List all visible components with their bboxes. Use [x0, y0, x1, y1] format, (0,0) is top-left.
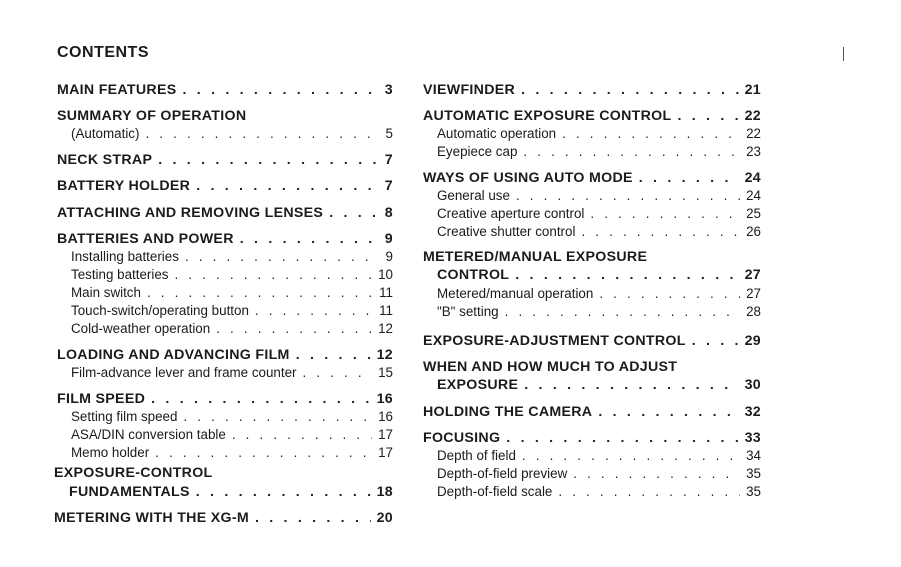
toc-entry: [423, 170, 761, 186]
toc-entry-page: 7: [384, 152, 393, 168]
dot-leader: [522, 448, 740, 463]
dot-leader: [598, 404, 738, 420]
dot-leader: [255, 303, 373, 318]
toc-entry: [57, 231, 393, 247]
toc-entry-label: Testing batteries: [71, 267, 169, 282]
dot-leader: [677, 108, 738, 124]
dot-leader: [183, 82, 379, 98]
toc-entry-label: Installing batteries: [71, 249, 179, 264]
dot-leader: [296, 347, 371, 363]
toc-entry-label: METERED/MANUAL EXPOSURE: [423, 249, 648, 265]
dot-leader: [515, 267, 738, 283]
toc-entry-page: 9: [384, 231, 393, 247]
toc-entry-page: 16: [378, 409, 393, 424]
toc-entry-label: "B" setting: [437, 304, 499, 319]
toc-entry-label: VIEWFINDER: [423, 82, 516, 98]
page-title: CONTENTS: [57, 44, 149, 61]
toc-entry: [423, 484, 761, 499]
dot-leader: [521, 82, 739, 98]
toc-entry: [423, 304, 761, 319]
dot-leader: [692, 333, 739, 349]
dot-leader: [158, 152, 379, 168]
toc-entry-page: 22: [744, 108, 761, 124]
dot-leader: [562, 126, 740, 141]
toc-entry: [423, 267, 761, 283]
toc-entry-label: Eyepiece cap: [437, 144, 518, 159]
toc-entry-page: 30: [744, 377, 761, 393]
toc-entry-label: Creative aperture control: [437, 206, 585, 221]
toc-entry-label: Depth of field: [437, 448, 516, 463]
toc-entry-label: CONTROL: [437, 267, 510, 283]
toc-entry: [423, 108, 761, 124]
toc-entry: [423, 286, 761, 301]
toc-entry: [57, 267, 393, 282]
toc-entry-page: 8: [384, 205, 393, 221]
toc-entry-page: 34: [746, 448, 761, 463]
toc-entry-label: Cold-weather operation: [71, 321, 211, 336]
dot-leader: [151, 391, 370, 407]
toc-entry-label: WHEN AND HOW MUCH TO ADJUST: [423, 359, 678, 375]
dot-leader: [558, 484, 740, 499]
toc-entry-label: ATTACHING AND REMOVING LENSES: [57, 205, 324, 221]
toc-entry: [423, 249, 761, 265]
toc-entry: [423, 448, 761, 463]
toc-entry-label: MAIN FEATURES: [57, 82, 177, 98]
dot-leader: [155, 445, 372, 460]
toc-entry-label: Setting film speed: [71, 409, 178, 424]
dot-leader: [329, 205, 379, 221]
toc-entry: [423, 144, 761, 159]
toc-entry: [57, 321, 393, 336]
toc-entry-page: 24: [746, 188, 761, 203]
toc-entry: [423, 466, 761, 481]
toc-entry-label: Main switch: [71, 285, 141, 300]
dot-leader: [505, 304, 740, 319]
toc-entry-page: 24: [744, 170, 761, 186]
margin-mark: [843, 47, 844, 61]
toc-entry: [423, 126, 761, 141]
toc-entry: [57, 82, 393, 98]
toc-entry-page: 9: [385, 249, 393, 264]
dot-leader: [240, 231, 379, 247]
dot-leader: [145, 126, 379, 141]
toc-entry-label: Touch-switch/operating button: [71, 303, 249, 318]
dot-leader: [147, 285, 373, 300]
toc-entry: [423, 377, 761, 393]
toc-entry-label: FUNDAMENTALS: [69, 484, 190, 500]
dot-leader: [573, 466, 740, 481]
toc-entry-page: 35: [746, 484, 761, 499]
dot-leader: [196, 484, 371, 500]
toc-entry-label: METERING WITH THE XG-M: [54, 510, 249, 526]
toc-entry-label: Metered/manual operation: [437, 286, 594, 301]
toc-entry: [57, 484, 393, 500]
toc-entry-page: 16: [376, 391, 393, 407]
dot-leader: [175, 267, 373, 282]
toc-entry-page: 10: [378, 267, 393, 282]
toc-entry-label: BATTERY HOLDER: [57, 178, 191, 194]
toc-entry-label: SUMMARY OF OPERATION: [57, 108, 247, 124]
toc-entry: [57, 126, 393, 141]
dot-leader: [599, 286, 740, 301]
dot-leader: [183, 409, 372, 424]
toc-entry: [57, 205, 393, 221]
toc-entry-page: 7: [384, 178, 393, 194]
toc-entry-page: 27: [744, 267, 761, 283]
toc-entry: [57, 391, 393, 407]
toc-entry-page: 3: [384, 82, 393, 98]
toc-entry-page: 26: [746, 224, 761, 239]
toc-entry-label: WAYS OF USING AUTO MODE: [423, 170, 633, 186]
dot-leader: [196, 178, 379, 194]
dot-leader: [185, 249, 380, 264]
toc-entry: [57, 152, 393, 168]
toc-entry-label: FOCUSING: [423, 430, 501, 446]
dot-leader: [523, 144, 740, 159]
toc-entry-page: 35: [746, 466, 761, 481]
toc-entry: [57, 285, 393, 300]
toc-entry-label: Film-advance lever and frame counter: [71, 365, 297, 380]
dot-leader: [303, 365, 373, 380]
toc-entry-page: 22: [746, 126, 761, 141]
toc-entry: [57, 178, 393, 194]
toc-entry-label: (Automatic): [71, 126, 140, 141]
toc-entry-page: 11: [379, 303, 393, 318]
toc-entry-page: 21: [744, 82, 761, 98]
toc-entry-label: Memo holder: [71, 445, 150, 460]
toc-entry: [423, 188, 761, 203]
toc-entry: [423, 333, 761, 349]
toc-entry-label: LOADING AND ADVANCING FILM: [57, 347, 290, 363]
toc-entry: [423, 82, 761, 98]
toc-entry: [423, 206, 761, 221]
toc-entry-label: AUTOMATIC EXPOSURE CONTROL: [423, 108, 672, 124]
toc-entry-label: BATTERIES AND POWER: [57, 231, 234, 247]
toc-entry-page: 11: [379, 285, 393, 300]
toc-entry-label: Creative shutter control: [437, 224, 576, 239]
toc-entry-page: 27: [746, 286, 761, 301]
toc-entry-page: 15: [378, 365, 393, 380]
toc-entry-page: 12: [376, 347, 393, 363]
toc-entry-label: General use: [437, 188, 510, 203]
toc-entry-page: 23: [746, 144, 761, 159]
dot-leader: [524, 377, 738, 393]
dot-leader: [639, 170, 739, 186]
toc-entry-label: Depth-of-field scale: [437, 484, 553, 499]
toc-entry-page: 29: [744, 333, 761, 349]
toc-entry-page: 17: [378, 427, 393, 442]
toc-entry-label: HOLDING THE CAMERA: [423, 404, 593, 420]
toc-entry-page: 32: [744, 404, 761, 420]
toc-entry-page: 25: [746, 206, 761, 221]
toc-entry-label: FILM SPEED: [57, 391, 146, 407]
toc-entry-label: EXPOSURE: [437, 377, 519, 393]
toc-entry-label: EXPOSURE-CONTROL: [54, 465, 213, 481]
toc-entry-label: EXPOSURE-ADJUSTMENT CONTROL: [423, 333, 686, 349]
toc-entry: [57, 249, 393, 264]
dot-leader: [216, 321, 372, 336]
toc-entry-page: 33: [744, 430, 761, 446]
toc-entry-page: 12: [378, 321, 393, 336]
toc-entry: [54, 465, 393, 481]
toc-entry: [423, 404, 761, 420]
toc-entry-page: 20: [376, 510, 393, 526]
toc-entry-page: 5: [385, 126, 393, 141]
dot-leader: [506, 430, 738, 446]
toc-entry: [57, 409, 393, 424]
dot-leader: [255, 510, 371, 526]
toc-entry: [57, 108, 393, 124]
toc-entry: [423, 224, 761, 239]
toc-entry: [54, 510, 393, 526]
toc-entry: [57, 347, 393, 363]
dot-leader: [581, 224, 740, 239]
toc-entry-page: 18: [376, 484, 393, 500]
toc-entry-page: 28: [746, 304, 761, 319]
toc-entry: [423, 359, 761, 375]
toc-entry-label: Depth-of-field preview: [437, 466, 568, 481]
toc-entry: [57, 445, 393, 460]
toc-entry: [57, 365, 393, 380]
dot-leader: [516, 188, 740, 203]
toc-entry-page: 17: [378, 445, 393, 460]
toc-entry-label: NECK STRAP: [57, 152, 153, 168]
toc-entry: [57, 303, 393, 318]
toc-entry: [423, 430, 761, 446]
toc-entry-label: ASA/DIN conversion table: [71, 427, 226, 442]
dot-leader: [590, 206, 740, 221]
toc-entry-label: Automatic operation: [437, 126, 557, 141]
dot-leader: [232, 427, 372, 442]
toc-entry: [57, 427, 393, 442]
